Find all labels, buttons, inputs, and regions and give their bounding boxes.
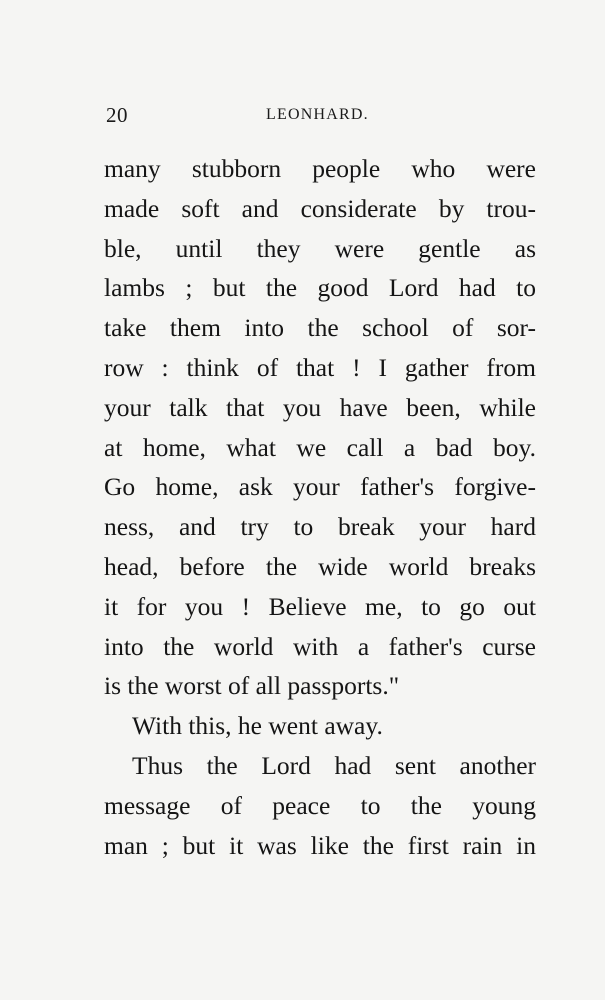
text-line: at home, what we call a bad boy. — [104, 432, 536, 462]
page-header — [106, 103, 536, 127]
text-line: Go home, ask your father's forgive- — [104, 472, 536, 502]
text-line: it for you ! Believe me, to go out — [104, 591, 536, 621]
text-line: take them into the school of sor- — [104, 313, 536, 343]
body-text — [104, 149, 536, 865]
page-number: 20 — [106, 103, 128, 127]
text-line: ble, until they were gentle as — [104, 233, 536, 263]
text-line: your talk that you have been, while — [104, 392, 536, 422]
text-line: man ; but it was like the first rain in — [104, 830, 536, 860]
text-line: is the worst of all passports." — [104, 671, 400, 701]
running-title: LEONHARD. — [266, 106, 369, 123]
text-line: head, before the wide world breaks — [104, 551, 536, 581]
text-line: message of peace to the young — [104, 790, 536, 820]
text-line: many stubborn people who were — [104, 154, 536, 183]
text-line: ness, and try to break your hard — [104, 512, 536, 542]
text-line: With this, he went away. — [132, 711, 383, 741]
text-line: into the world with a father's curse — [104, 631, 536, 661]
text-line: row : think of that ! I gather from — [104, 352, 536, 382]
text-line: Thus the Lord had sent another — [132, 750, 536, 780]
text-line: made soft and considerate by trou- — [104, 193, 536, 223]
text-line: lambs ; but the good Lord had to — [104, 273, 536, 303]
